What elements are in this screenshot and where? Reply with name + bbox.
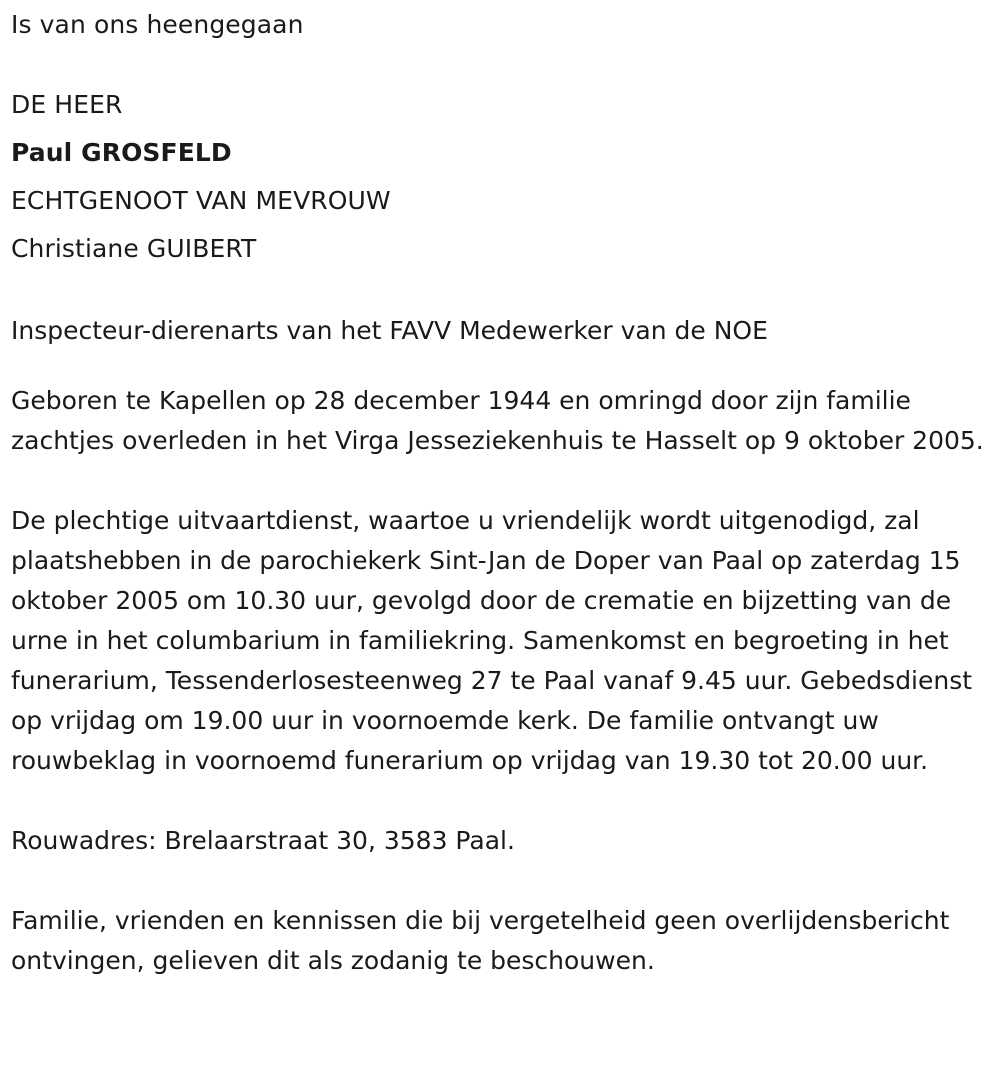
spouse-name: Christiane GUIBERT [11,234,257,263]
deceased-name: Paul GROSFELD [11,138,232,167]
honorific: DE HEER [11,90,123,119]
intro-line: Is van ons heengegaan [11,10,304,39]
spouse-label: ECHTGENOOT VAN MEVROUW [11,186,391,215]
mourning-address: Rouwadres: Brelaarstraat 30, 3583 Paal. [11,826,515,855]
obituary-notice [11,0,991,981]
affiliation: Inspecteur-dierenarts van het FAVV Medewerker van de NOE [11,316,768,345]
closing-paragraph: Familie, vrienden en kennissen die bij vergetelheid geen overlijdensbericht ontvingen, gelieven dit als zodanig te beschouwen. [11,906,950,975]
funeral-service-paragraph: De plechtige uitvaartdienst, waartoe u vriendelijk wordt uitgenodigd, zal plaatshebben in de parochiekerk Sint-Jan de Doper van Paal op zaterdag 15 oktober 2005 om 10.30 uur, gevolgd door de crematie en bijzetting van de urne in het columbarium in familiekring. Samenkomst en begroeting in het funerarium, Tessenderlosesteenweg 27 te Paal vanaf 9.45 uur. Gebedsdienst op vrijdag om 19.00 uur in voornoemde kerk. De familie ontvangt uw rouwbeklag in voornoemd funerarium op vrijdag van 19.30 tot 20.00 uur. [11,506,973,775]
birth-death-paragraph: Geboren te Kapellen op 28 december 1944 en omringd door zijn familie zachtjes overleden in het Virga Jesseziekenhuis te Hasselt op 9 oktober 2005. [11,386,984,455]
